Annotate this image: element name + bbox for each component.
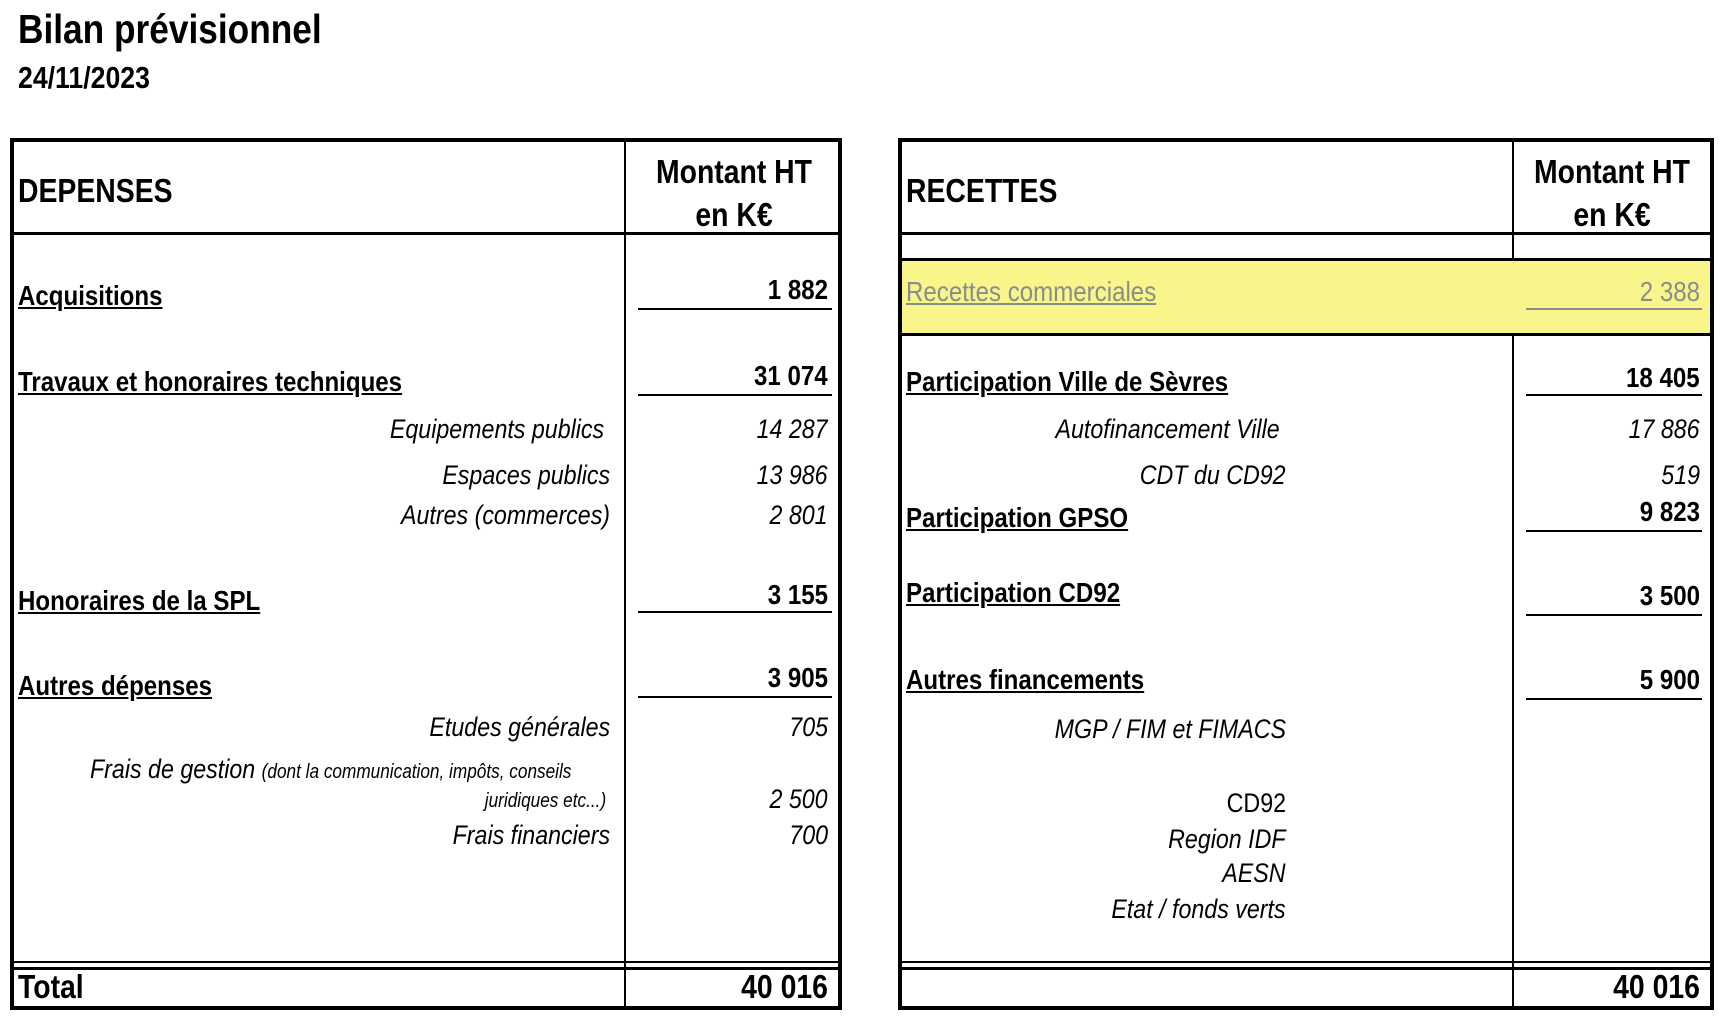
total-divider-top <box>902 961 1710 963</box>
row-sub-cd92-label: CD92 <box>1226 788 1286 818</box>
row-autofinancement-value: 17 886 <box>1628 414 1700 444</box>
row-honoraires-value: 3 155 <box>767 579 828 610</box>
row-frais-gestion-label <box>90 754 571 785</box>
total-divider <box>902 967 1710 970</box>
value-underline <box>1526 614 1702 616</box>
row-autofinancement-label: Autofinancement Ville <box>1055 414 1280 444</box>
row-ville-sevres-value: 18 405 <box>1626 362 1700 393</box>
row-cdt-value: 519 <box>1661 460 1700 490</box>
total-label: Total <box>18 968 84 1005</box>
value-underline <box>638 394 832 396</box>
row-mgp-label: MGP / FIM et FIMACS <box>1054 714 1286 744</box>
row-espaces-value: 13 986 <box>756 460 828 490</box>
frais-gestion-note: (dont la communication, impôts, conseils <box>261 761 572 783</box>
recettes-header: RECETTES <box>906 172 1058 209</box>
page-title: Bilan prévisionnel <box>18 6 322 52</box>
depenses-total-value: 40 016 <box>741 968 828 1005</box>
total-divider-top <box>14 961 838 963</box>
row-frais-gestion-value: 2 500 <box>769 784 828 814</box>
row-etudes-value: 705 <box>789 712 828 742</box>
column-divider <box>624 142 626 1006</box>
frais-gestion-text: Frais de gestion <box>90 754 256 784</box>
depenses-table <box>10 138 842 1010</box>
row-acquisitions-value: 1 882 <box>767 274 828 305</box>
recettes-total-value: 40 016 <box>1613 968 1700 1005</box>
row-cd92-label: Participation CD92 <box>906 577 1121 608</box>
recettes-amount-header: Montant HT en K€ <box>1533 153 1691 233</box>
row-cd92-value: 3 500 <box>1639 580 1700 611</box>
row-aesn-label: AESN <box>1222 858 1286 888</box>
value-underline <box>638 611 832 613</box>
value-underline <box>1526 530 1702 532</box>
row-etat-label: Etat / fonds verts <box>1111 894 1286 924</box>
value-underline <box>638 696 832 698</box>
row-autres-depenses-value: 3 905 <box>767 662 828 693</box>
row-frais-financiers-label: Frais financiers <box>452 820 610 850</box>
depenses-amount-header: Montant HT en K€ <box>655 153 813 233</box>
frais-gestion-note-2: juridiques etc...) <box>484 790 606 812</box>
value-underline <box>1526 308 1702 310</box>
row-autres-commerces-value: 2 801 <box>769 500 828 530</box>
total-divider <box>14 967 838 970</box>
row-autres-financements-label: Autres financements <box>906 664 1145 695</box>
page-date: 24/11/2023 <box>18 60 150 95</box>
value-underline <box>1526 394 1702 396</box>
row-autres-commerces-label: Autres (commerces) <box>400 500 610 530</box>
value-underline <box>1526 698 1702 700</box>
row-honoraires-label: Honoraires de la SPL <box>18 585 261 616</box>
row-frais-financiers-value: 700 <box>789 820 828 850</box>
row-equipements-label: Equipements publics <box>389 414 604 444</box>
row-autres-financements-value: 5 900 <box>1639 664 1700 695</box>
row-acquisitions-label: Acquisitions <box>18 280 163 311</box>
row-cdt-label: CDT du CD92 <box>1140 460 1286 490</box>
depenses-header: DEPENSES <box>18 172 173 209</box>
row-travaux-value: 31 074 <box>754 360 828 391</box>
row-equipements-value: 14 287 <box>756 414 828 444</box>
row-ville-sevres-label: Participation Ville de Sèvres <box>906 366 1229 397</box>
row-autres-depenses-label: Autres dépenses <box>18 670 213 701</box>
recettes-table <box>898 138 1714 1010</box>
row-etudes-label: Etudes générales <box>429 712 610 742</box>
row-travaux-label: Travaux et honoraires techniques <box>18 366 403 397</box>
row-gpso-value: 9 823 <box>1639 496 1700 527</box>
value-underline <box>638 308 832 310</box>
row-recettes-commerciales-label: Recettes commerciales <box>906 276 1157 307</box>
row-region-idf-label: Region IDF <box>1168 824 1286 854</box>
row-gpso-label: Participation GPSO <box>906 502 1129 533</box>
row-recettes-commerciales-value: 2 388 <box>1639 276 1700 307</box>
row-espaces-label: Espaces publics <box>442 460 610 490</box>
